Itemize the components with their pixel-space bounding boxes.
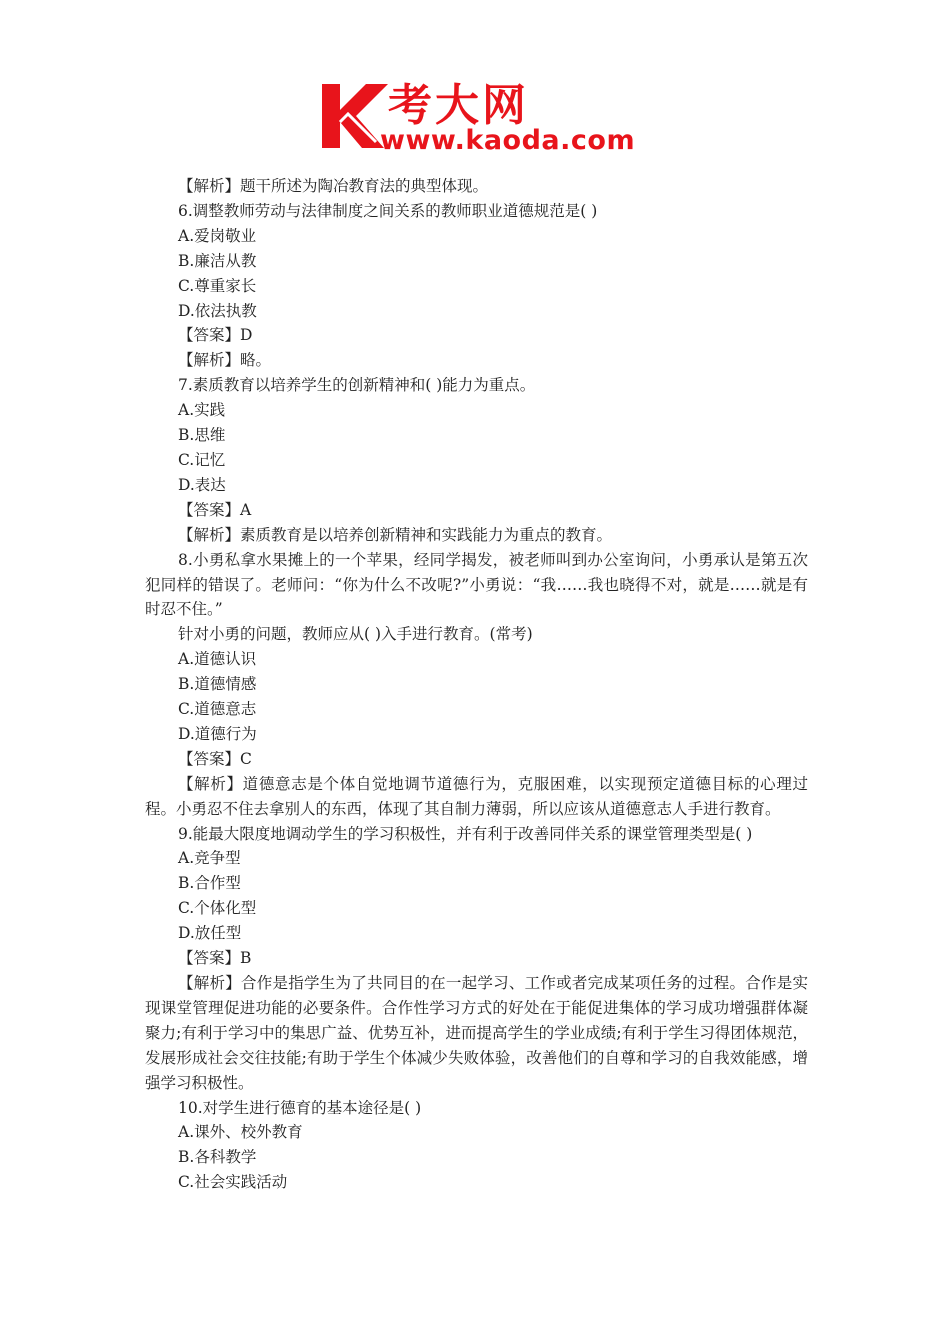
option-10a: A.课外、校外教育: [178, 1123, 303, 1142]
question-9: 9.能最大限度地调动学生的学习积极性，并有利于改善同伴关系的课堂管理类型是( ): [178, 824, 753, 843]
option-9d: D.放任型: [178, 924, 242, 943]
option-10c: C.社会实践活动: [178, 1173, 288, 1192]
analysis-6: 【解析】略。: [178, 351, 272, 370]
option-9c: C.个体化型: [178, 899, 257, 918]
kaoda-logo: [318, 80, 638, 160]
option-7c: C.记忆: [178, 450, 226, 469]
option-6a: A.爱岗敬业: [178, 226, 257, 245]
option-9a: A.竞争型: [178, 849, 241, 868]
option-7d: D.表达: [178, 475, 226, 494]
analysis-9: 【解析】合作是指学生为了共同目的在一起学习、工作或者完成某项任务的过程。合作是实现课堂管理促进功能的必要条件。合作性学习方式的好处在于能促进集体的学习成功增强群体凝聚力;有利于学习中的集思广益、优势互补，进而提高学生的学业成绩;有利于学生习得团体规范，发展形成社会交往技能;有助于学生个体减少失败体验，改善他们的自尊和学习的自我效能感，增强学习积极性。: [145, 974, 808, 1092]
option-10b: B.各科教学: [178, 1148, 257, 1167]
question-10: 10.对学生进行德育的基本途径是( ): [178, 1098, 422, 1117]
analysis-5: 【解析】题干所述为陶冶教育法的典型体现。: [178, 177, 489, 195]
question-8-prompt: 针对小勇的问题，教师应从( )入手进行教育。(常考): [178, 625, 533, 644]
question-6: 6.调整教师劳动与法律制度之间关系的教师职业道德规范是( ): [178, 201, 598, 220]
analysis-7: 【解析】素质教育是以培养创新精神和实践能力为重点的教育。: [178, 525, 613, 544]
answer-6: 【答案】D: [178, 326, 253, 345]
logo-url: www.kaoda.com: [380, 125, 636, 156]
option-6c: C.尊重家长: [178, 276, 257, 295]
answer-7: 【答案】A: [178, 500, 252, 519]
option-9b: B.合作型: [178, 874, 241, 893]
option-7a: A.实践: [178, 401, 226, 420]
answer-9: 【答案】B: [178, 949, 252, 968]
option-8c: C.道德意志: [178, 700, 257, 719]
analysis-8: 【解析】道德意志是个体自觉地调节道德行为，克服困难，以实现预定道德目标的心理过程。小勇忍不住去拿别人的东西，体现了其自制力薄弱，所以应该从道德意志人手进行教育。: [145, 774, 808, 818]
option-8a: A.道德认识: [178, 650, 257, 669]
question-7: 7.素质教育以培养学生的创新精神和( )能力为重点。: [178, 376, 536, 395]
logo-chinese-title: 考大网: [388, 80, 529, 131]
option-6b: B.廉洁从教: [178, 251, 257, 270]
answer-8: 【答案】C: [178, 749, 252, 768]
option-8d: D.道德行为: [178, 724, 257, 743]
option-8b: B.道德情感: [178, 675, 257, 694]
document-body: [145, 174, 808, 1195]
option-7b: B.思维: [178, 426, 226, 445]
option-6d: D.依法执教: [178, 301, 257, 320]
question-8: 8.小勇私拿水果摊上的一个苹果，经同学揭发，被老师叫到办公室询问，小勇承认是第五次犯同样的错误了。老师问：“你为什么不改呢?”小勇说：“我……我也晓得不对，就是……就是有时忍不住。”: [145, 550, 808, 619]
